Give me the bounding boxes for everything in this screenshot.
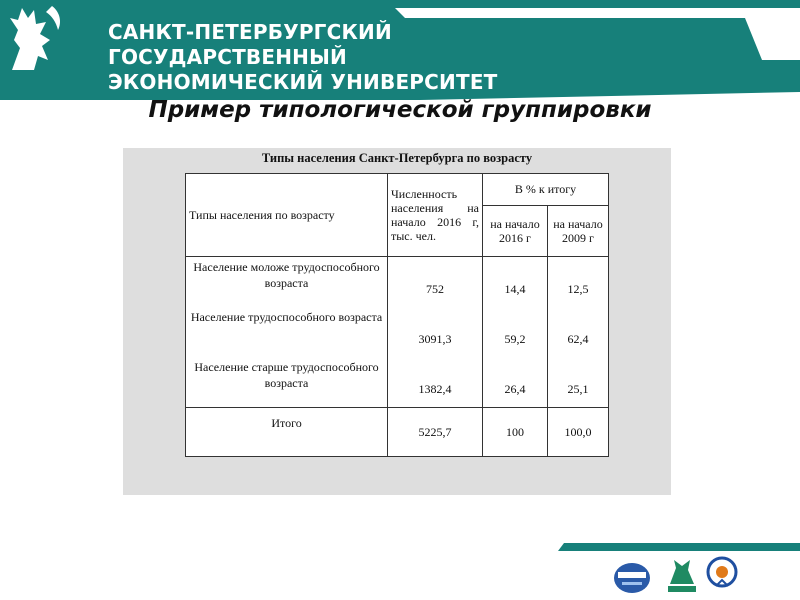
griffin-icon <box>0 0 70 72</box>
pct-2009-column <box>548 257 609 408</box>
table-panel <box>123 148 671 495</box>
labels-column <box>186 257 388 408</box>
table-header-row <box>186 174 609 206</box>
university-name-line-2: ГОСУДАРСТВЕННЫЙ <box>108 45 347 69</box>
header-type: Типы населения по возрасту <box>186 174 388 257</box>
university-name <box>108 20 498 95</box>
header-population: Численность населения на начало 2016 г, тыс. чел. <box>388 174 483 257</box>
total-label: Итого <box>186 408 388 457</box>
table-total-row <box>186 408 609 457</box>
population-table <box>185 173 609 457</box>
pct-2016-value: 14,4 <box>504 282 526 296</box>
blue-seal-icon <box>706 556 738 592</box>
pct-2016-column <box>483 257 548 408</box>
pct-2009-value: 62,4 <box>567 332 589 346</box>
footer-logos <box>612 556 742 596</box>
pct-2009-value: 12,5 <box>567 282 589 296</box>
header-year-2016: на начало 2016 г <box>483 206 548 257</box>
population-value: 752 <box>426 282 444 296</box>
population-value: 3091,3 <box>418 332 452 346</box>
finek-logo-icon <box>664 556 700 596</box>
slide-title: Пример типологической группировки <box>148 97 652 123</box>
university-name-line-1: САНКТ-ПЕТЕРБУРГСКИЙ <box>108 20 392 44</box>
total-pct-2016: 100 <box>483 408 548 457</box>
table-caption: Типы населения Санкт-Петербурга по возрасту <box>261 151 533 165</box>
footer-accent-bar <box>558 543 800 551</box>
header-banner <box>0 0 800 100</box>
pct-2016-value: 26,4 <box>504 382 526 396</box>
population-column <box>388 257 483 408</box>
header-year-2009: на начало 2009 г <box>548 206 609 257</box>
pct-2016-value: 59,2 <box>504 332 526 346</box>
row-label: Население моложе трудоспособного возраста <box>193 260 380 290</box>
table-body-row <box>186 257 609 408</box>
engecon-emblem-icon <box>612 556 652 596</box>
population-value: 1382,4 <box>418 382 452 396</box>
header-percent: В % к итогу <box>483 174 609 206</box>
total-pct-2009: 100,0 <box>548 408 609 457</box>
row-label: Население трудоспособного возраста <box>190 310 383 324</box>
row-label: Население старше трудоспособного возраста <box>194 360 379 390</box>
university-name-line-3: ЭКОНОМИЧЕСКИЙ УНИВЕРСИТЕТ <box>108 70 498 94</box>
total-population: 5225,7 <box>388 408 483 457</box>
pct-2009-value: 25,1 <box>567 382 589 396</box>
